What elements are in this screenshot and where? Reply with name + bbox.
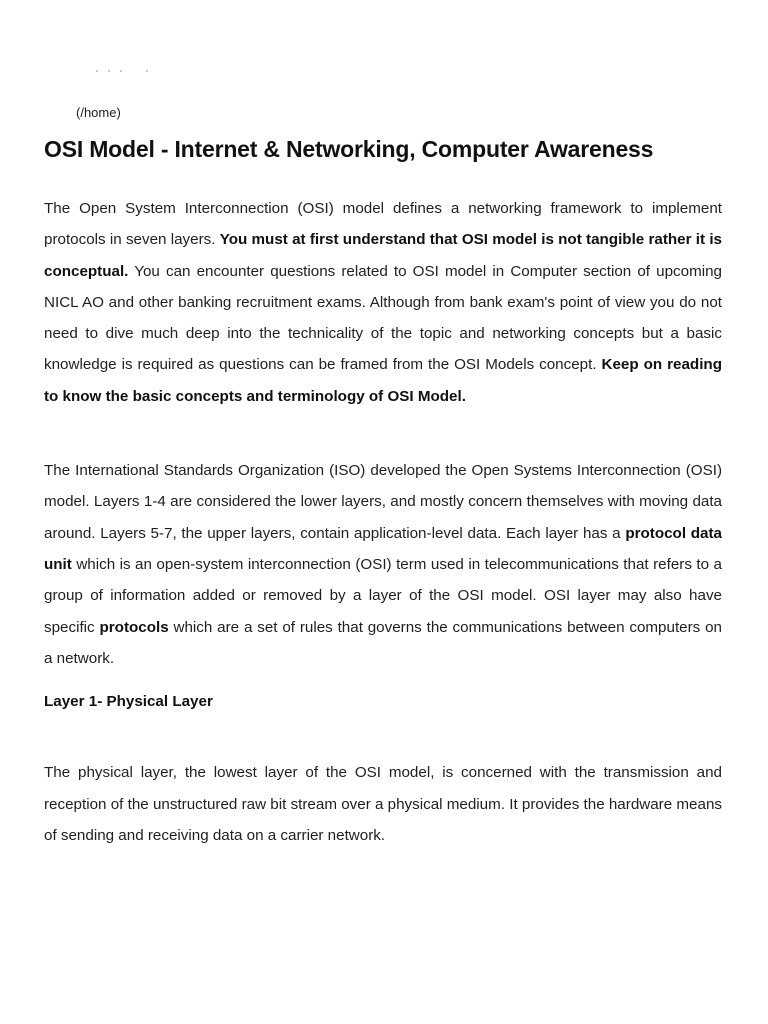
bold-text-run: protocol data unit: [44, 524, 722, 573]
iso-paragraph: [44, 455, 722, 674]
text-run: which are a set of rules that governs the communications between computers on a network.: [44, 618, 722, 667]
bold-text-run: You must at first understand that OSI model is not tangible rather it is conceptual.: [44, 231, 722, 280]
text-run: You can encounter questions related to OSI model in Computer section of upcoming NICL AO and other banking recruitment exams. Although from bank exam's point of view you do not need to dive much deep into the technicality of the topic and networking concepts but a basic knowledge is required as questions can be framed from the OSI Models concept.: [44, 262, 722, 374]
physical-layer-paragraph: The physical layer, the lowest layer of the OSI model, is concerned with the transmission and reception of the unstructured raw bit stream over a physical medium. It provides the hardware means of sending and receiving data on a carrier network.: [44, 764, 722, 845]
bold-text-run: Keep on reading to know the basic concepts and terminology of OSI Model.: [44, 356, 722, 405]
intro-paragraph: [44, 193, 722, 412]
text-run: The Open System Interconnection (OSI) model defines a networking framework to implement protocols in seven layers.: [44, 200, 722, 249]
text-run: which is an open-system interconnection (OSI) term used in telecommunications that refers to a group of information added or removed by a layer of the OSI model. OSI layer may also have specific: [44, 555, 722, 636]
bold-text-run: protocols: [99, 618, 169, 636]
text-run: The International Standards Organization (ISO) developed the Open Systems Interconnection (OSI) model. Layers 1-4 are considered the lower layers, and mostly concern themselves with moving data around. Layers 5-7, the upper layers, contain application-level data. Each layer has a: [44, 462, 722, 542]
section-heading: Layer 1- Physical Layer: [44, 693, 213, 711]
page-title: OSI Model - Internet & Networking, Computer Awareness: [44, 136, 654, 162]
nav-dot: [146, 70, 148, 72]
nav-dot: [108, 70, 110, 72]
nav-dot: [96, 70, 98, 72]
article-body: [44, 193, 722, 851]
nav-dot: [120, 70, 122, 72]
top-nav-remnant: [84, 62, 164, 76]
home-breadcrumb-link[interactable]: (/home): [76, 105, 121, 120]
